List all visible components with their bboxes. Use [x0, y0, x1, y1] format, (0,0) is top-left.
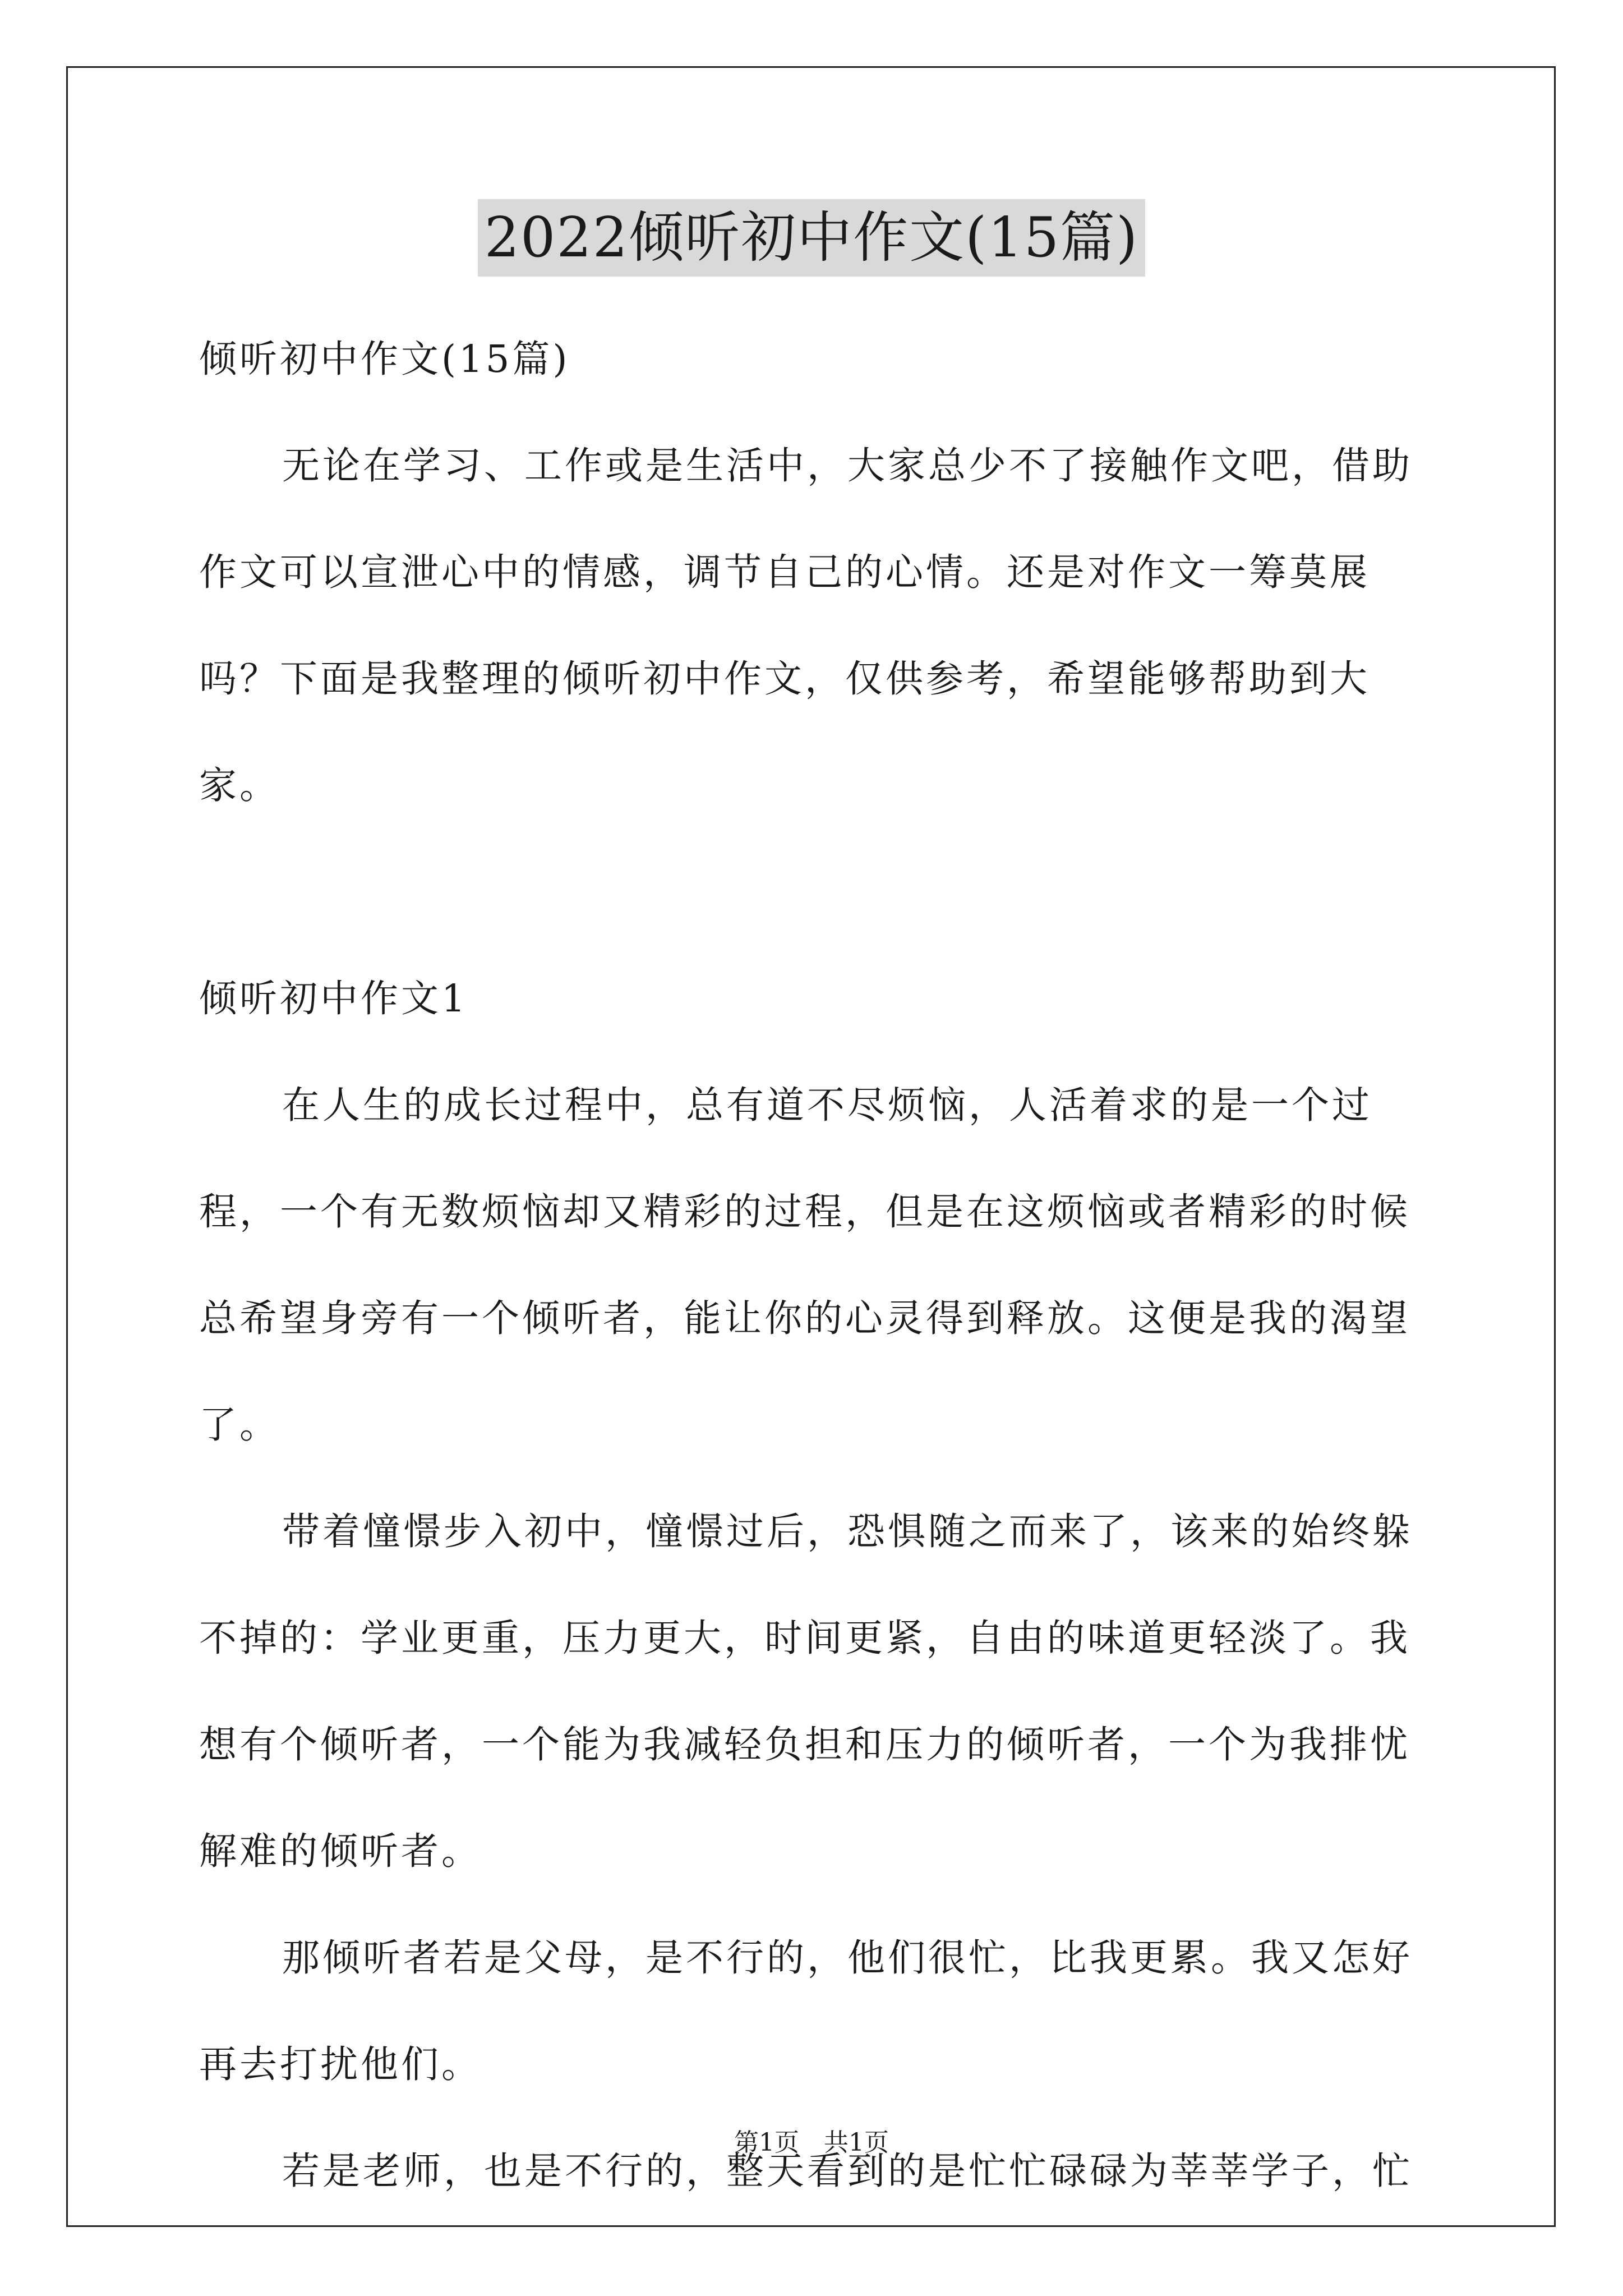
- section-heading: 倾听初中作文1: [199, 977, 468, 1020]
- body-paragraph: 若是老师，也是不行的，整天看到的是忙忙碌碌为莘莘学子，忙: [282, 2149, 1413, 2193]
- title-container: [0, 199, 1623, 277]
- page-number-current: 第1页: [734, 2128, 799, 2157]
- intro-paragraph: 无论在学习、工作或是生活中，大家总少不了接触作文吧，借助作文可以宣泄心中的情感，调节自己的心情。还是对作文一筹莫展吗？下面是我整理的倾听初中作文，仅供参考，希望能够帮助到大家。: [199, 444, 1413, 807]
- body-paragraph: 带着憧憬步入初中，憧憬过后，恐惧随之而来了，该来的始终躲不掉的：学业更重，压力更大，时间更紧，自由的味道更轻淡了。我想有个倾听者，一个能为我减轻负担和压力的倾听者，一个为我排忧解难的倾听者。: [199, 1510, 1413, 1873]
- body-paragraph: 在人生的成长过程中，总有道不尽烦恼，人活着求的是一个过程，一个有无数烦恼却又精彩的过程，但是在这烦恼或者精彩的时候总希望身旁有一个倾听者，能让你的心灵得到释放。这便是我的渴望了。: [199, 1083, 1410, 1447]
- document-title: 2022倾听初中作文(15篇): [478, 199, 1146, 277]
- document-body: [199, 306, 1450, 2224]
- page-footer: [0, 2126, 1623, 2160]
- body-paragraph: 那倾听者若是父母，是不行的，他们很忙，比我更累。我又怎好再去打扰他们。: [199, 1936, 1413, 2086]
- page-number-total: 共1页: [824, 2128, 889, 2157]
- document-subtitle: 倾听初中作文(15篇): [199, 337, 570, 381]
